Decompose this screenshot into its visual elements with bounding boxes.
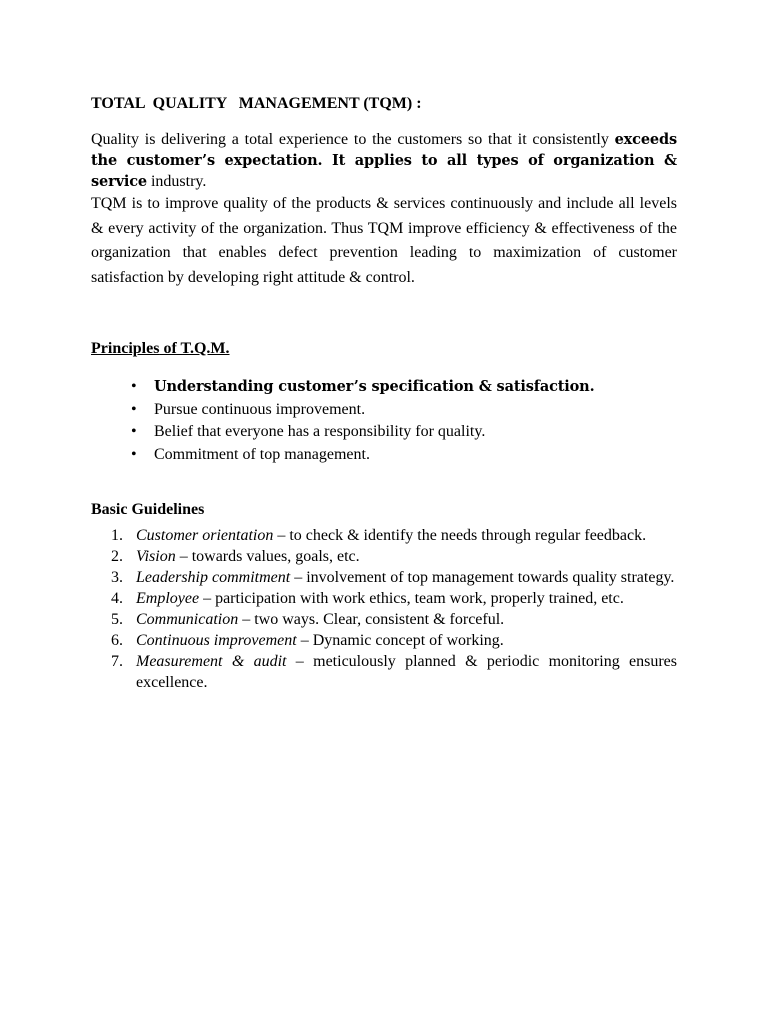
list-number: 5. <box>111 611 123 628</box>
guideline-text: – involvement of top management towards quality strategy. <box>290 569 675 586</box>
guideline-term: Communication <box>136 611 239 628</box>
guideline-text: – Dynamic concept of working. <box>296 632 504 649</box>
tqm-paragraph: TQM is to improve quality of the products & services continuously and include all levels & every activity of the organization. Thus TQM improve efficiency & effectiveness of the organization that enables defect prevention leading to maximization of customer satisfaction by developing right attitude & control. <box>91 195 677 286</box>
document-page <box>91 92 677 693</box>
principles-list <box>91 376 677 466</box>
list-number: 4. <box>111 590 123 607</box>
list-item <box>91 630 677 651</box>
guideline-term: Employee <box>136 590 200 607</box>
list-item <box>91 546 677 567</box>
guideline-term: Measurement & audit <box>136 653 287 670</box>
list-item <box>91 588 677 609</box>
guideline-text: – two ways. Clear, consistent & forceful. <box>238 611 505 628</box>
list-item-text: Understanding customer’s specification & satisfaction. <box>154 378 595 395</box>
guideline-term: Customer orientation <box>136 527 274 544</box>
list-item <box>91 567 677 588</box>
intro-end: industry. <box>150 173 207 190</box>
intro-paragraph <box>91 129 677 192</box>
guideline-term: Leadership commitment <box>136 569 291 586</box>
list-number: 7. <box>111 653 123 670</box>
list-number: 3. <box>111 569 123 586</box>
document-title: TOTAL QUALITY MANAGEMENT (TQM) : <box>91 95 422 112</box>
list-item <box>91 376 677 399</box>
bullet-icon: • <box>131 445 137 463</box>
guideline-text: – to check & identify the needs through regular feedback. <box>273 527 647 544</box>
bullet-icon: • <box>131 423 137 440</box>
list-item <box>91 525 677 546</box>
list-item-text: Pursue continuous improvement. <box>154 400 366 418</box>
list-item <box>91 651 677 693</box>
list-item <box>91 444 677 467</box>
guidelines-list <box>91 525 677 693</box>
list-number: 6. <box>111 632 123 649</box>
list-item-text: Belief that everyone has a responsibility for quality. <box>154 423 486 440</box>
guideline-term: Continuous improvement <box>136 632 297 649</box>
intro-line: Quality is delivering a total experience to the customers so that it consistently <box>91 131 609 148</box>
intro-bold-text: exceeds the customer’s expectation. It applies to all types of organization & service <box>91 131 678 190</box>
guideline-term: Vision <box>136 548 176 565</box>
list-number: 2. <box>111 548 123 565</box>
guidelines-heading: Basic Guidelines <box>91 501 205 518</box>
bullet-icon: • <box>131 378 137 395</box>
guideline-text: – towards values, goals, etc. <box>175 548 360 565</box>
list-item <box>91 399 677 422</box>
principles-heading-word: Principles <box>91 340 160 357</box>
guideline-text: – meticulously planned & periodic monitoring ensures excellence. <box>136 653 678 691</box>
principles-heading <box>91 338 677 360</box>
list-item-text: Commitment of top management. <box>154 445 370 463</box>
list-number: 1. <box>111 527 123 544</box>
principles-heading-rest: of T.Q.M. <box>159 340 230 357</box>
guideline-text: – participation with work ethics, team work, properly trained, etc. <box>199 590 624 607</box>
bullet-icon: • <box>131 400 137 418</box>
list-item <box>91 609 677 630</box>
list-item <box>91 421 677 444</box>
